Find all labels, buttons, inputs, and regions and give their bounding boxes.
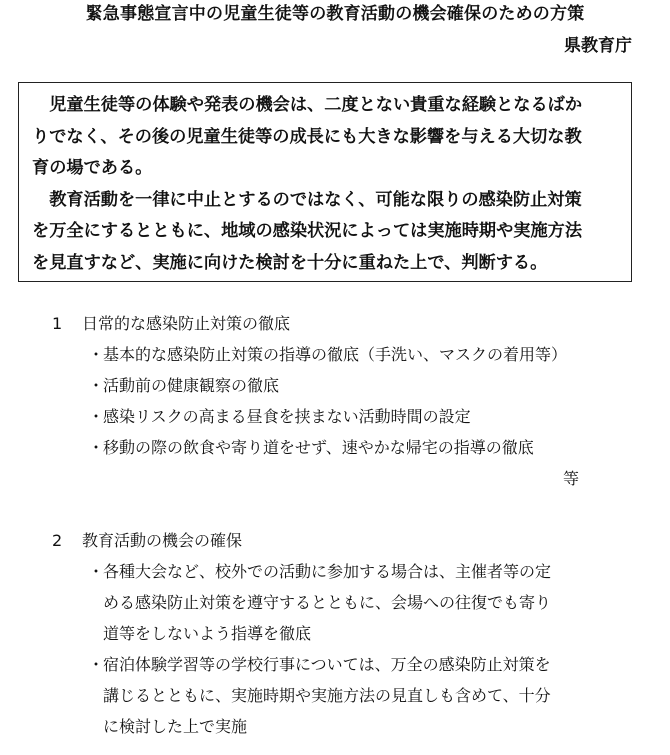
- section-2-number: 2: [52, 531, 63, 550]
- summary-box: [18, 82, 632, 282]
- summary-line: 育の場である。: [32, 158, 153, 179]
- section-1-number: 1: [52, 314, 63, 333]
- summary-line: を万全にするとともに、地域の感染状況によっては実施時期や実施方法: [32, 221, 583, 242]
- section-1-title: 日常的な感染防止対策の徹底: [82, 314, 291, 333]
- document-title: 緊急事態宣言中の児童生徒等の教育活動の機会確保のための方策: [85, 4, 585, 24]
- section-2-item-2-line-3: に検討した上で実施: [103, 717, 248, 736]
- bullet-mark: ・: [88, 438, 105, 457]
- bullet-mark: ・: [88, 562, 105, 581]
- section-1-item-4: 移動の際の飲食や寄り道をせず、速やかな帰宅の指導の徹底: [103, 438, 534, 457]
- section-2-item-1-line-3: 道等をしないよう指導を徹底: [103, 624, 312, 643]
- section-1-item-2: 活動前の健康観察の徹底: [103, 376, 280, 395]
- section-2-title: 教育活動の機会の確保: [82, 531, 243, 550]
- summary-line: りでなく、その後の児童生徒等の成長にも大きな影響を与える大切な教: [32, 126, 582, 147]
- document-author: 県教育庁: [564, 36, 632, 56]
- section-1-trailing-note: 等: [563, 469, 580, 488]
- section-2-item-2-line-1: 宿泊体験学習等の学校行事については、万全の感染防止対策を: [103, 655, 551, 674]
- bullet-mark: ・: [88, 655, 105, 674]
- summary-line: を見直すなど、実施に向けた検討を十分に重ねた上で、判断する。: [32, 252, 548, 273]
- summary-line: 児童生徒等の体験や発表の機会は、二度とない貴重な経験となるばか: [32, 95, 583, 115]
- summary-line: 教育活動を一律に中止とするのではなく、可能な限りの感染防止対策: [32, 189, 582, 210]
- section-1-item-3: 感染リスクの高まる昼食を挟まない活動時間の設定: [103, 407, 471, 426]
- bullet-mark: ・: [88, 376, 105, 395]
- section-2-item-2-line-2: 講じるとともに、実施時期や実施方法の見直しも含めて、十分: [103, 686, 551, 705]
- section-1-item-1: 基本的な感染防止対策の指導の徹底（手洗い、マスクの着用等）: [103, 345, 568, 364]
- bullet-mark: ・: [88, 407, 105, 426]
- section-2-item-1-line-2: める感染防止対策を遵守するとともに、会場への往復でも寄り: [103, 593, 552, 612]
- section-2-item-1-line-1: 各種大会など、校外での活動に参加する場合は、主催者等の定: [103, 562, 552, 581]
- section-2-heading: [52, 529, 242, 553]
- bullet-mark: ・: [88, 345, 105, 364]
- section-1-heading: [52, 312, 290, 336]
